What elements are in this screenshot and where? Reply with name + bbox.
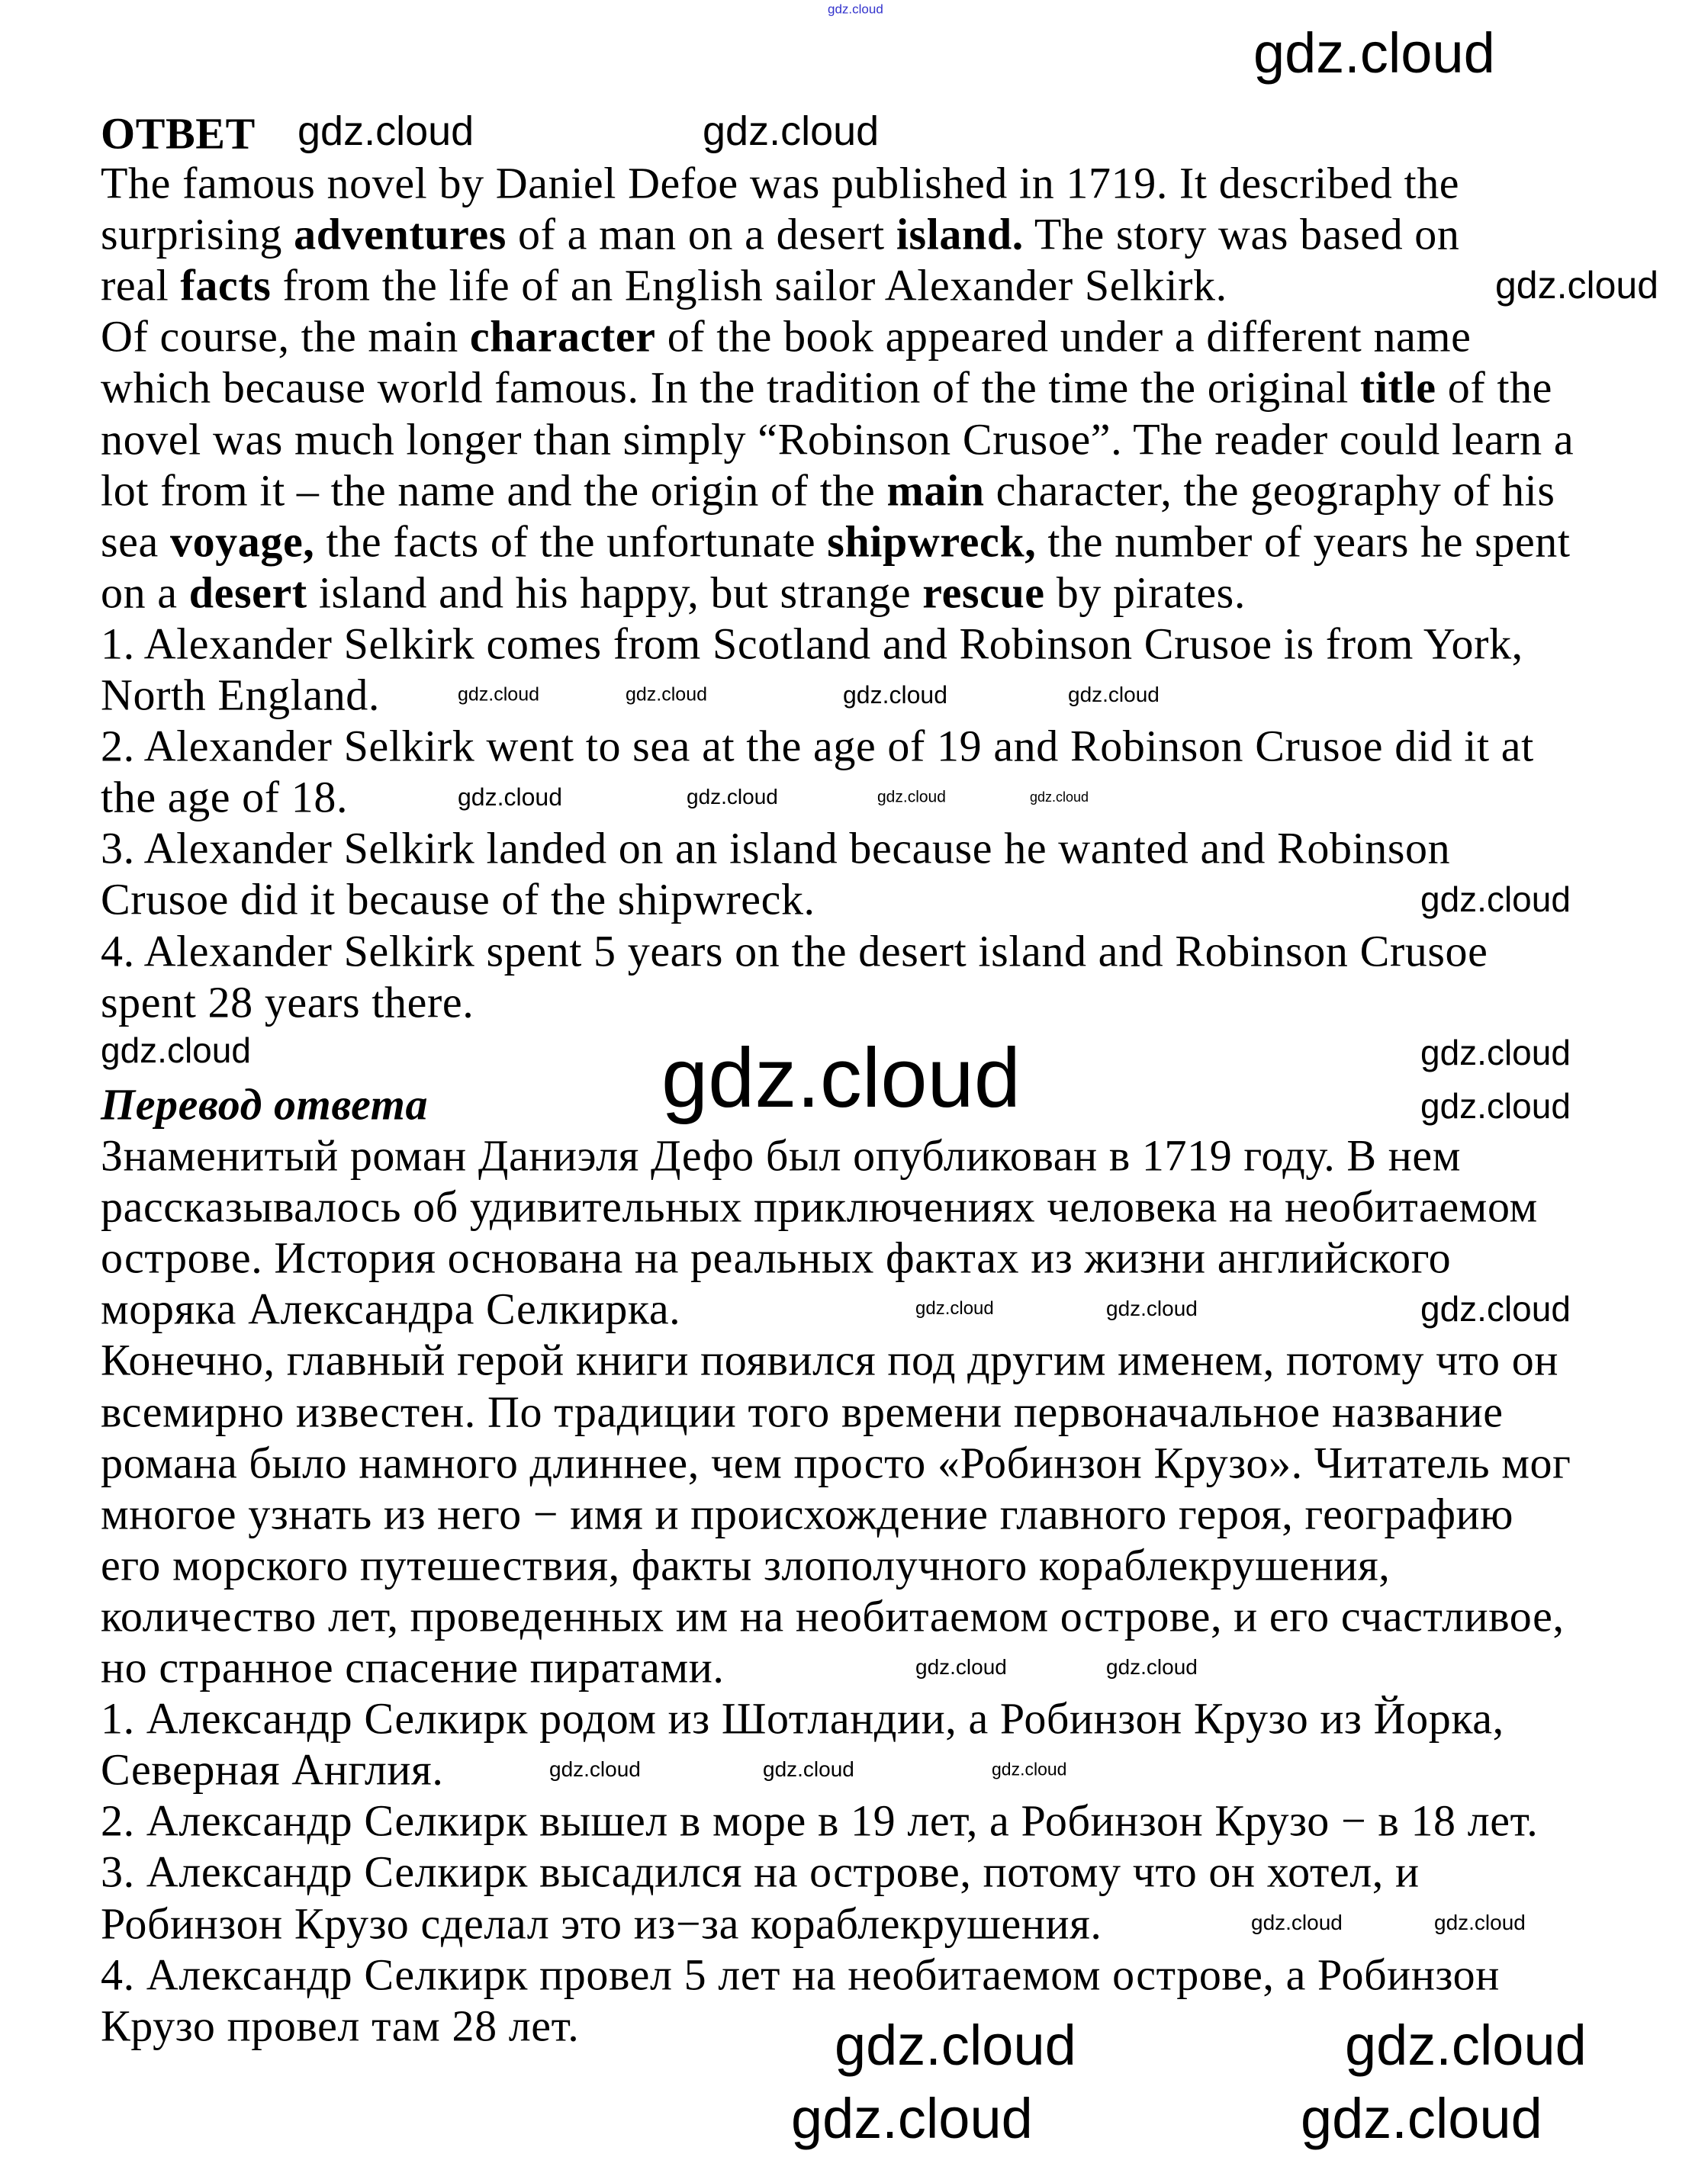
bold-keyword: main <box>886 465 985 516</box>
text-segment: 1. Александр Селкирк родом из Шотландии, а Робинзон Крузо из Йорка, <box>101 1693 1504 1744</box>
watermark: gdz.cloud <box>661 1031 1021 1125</box>
text-segment: его морского путешествия, факты злополучного кораблекрушения, <box>101 1540 1391 1590</box>
watermark: gdz.cloud <box>877 788 946 806</box>
text-segment: novel was much longer than simply “Robinson Crusoe”. The reader could learn a <box>101 414 1575 464</box>
text-segment: количество лет, проведенных им на необитаемом острове, и его счастливое, <box>101 1591 1565 1641</box>
text-line <box>101 618 1523 669</box>
watermark: gdz.cloud <box>915 1655 1007 1679</box>
watermark: gdz.cloud <box>1030 789 1089 805</box>
watermark: gdz.cloud <box>915 1298 994 1319</box>
text-segment: острове. История основана на реальных фактах из жизни английского <box>101 1233 1452 1283</box>
text-segment: всемирно известен. По традиции того времени первоначальное название <box>101 1387 1504 1436</box>
watermark: gdz.cloud <box>703 108 880 154</box>
watermark: gdz.cloud <box>828 2 883 17</box>
watermark: gdz.cloud <box>1420 879 1571 919</box>
bold-keyword: rescue <box>922 567 1045 618</box>
text-line <box>101 1386 1504 1437</box>
watermark: gdz.cloud <box>549 1757 641 1781</box>
text-segment: Крузо провел там 28 лет. <box>101 2001 580 2051</box>
watermark: gdz.cloud <box>1106 1297 1198 1320</box>
text-segment: by pirates. <box>1044 567 1246 618</box>
text-segment: 4. Александр Селкирк провел 5 лет на необитаемом острове, а Робинзон <box>101 1950 1500 2000</box>
bold-keyword: island. <box>896 209 1024 259</box>
translation-heading: Перевод ответа <box>101 1079 429 1130</box>
bold-keyword: facts <box>180 260 272 310</box>
text-line <box>101 772 348 823</box>
text-line <box>101 670 380 721</box>
text-line <box>101 1898 1102 1949</box>
text-line <box>101 823 1450 874</box>
text-segment: The story was based on <box>1023 209 1460 259</box>
text-segment: on a <box>101 567 189 618</box>
text-segment: which because world famous. In the tradition of the time the original <box>101 362 1361 413</box>
bold-keyword: adventures <box>294 209 507 259</box>
text-segment: Северная Англия. <box>101 1744 444 1795</box>
text-segment: Конечно, главный герой книги появился под другим именем, потому что он <box>101 1335 1558 1385</box>
text-segment: of the <box>1436 362 1553 413</box>
text-line <box>101 362 1552 413</box>
watermark: gdz.cloud <box>1106 1655 1198 1679</box>
watermark: gdz.cloud <box>298 108 474 154</box>
text-segment: Crusoe did it because of the shipwreck. <box>101 874 815 924</box>
watermark: gdz.cloud <box>101 1030 251 1070</box>
text-segment: 3. Alexander Selkirk landed on an island because he wanted and Robinson <box>101 823 1451 873</box>
text-line <box>101 1284 680 1335</box>
text-segment: 2. Alexander Selkirk went to sea at the age of 19 and Robinson Crusoe did it at <box>101 721 1534 771</box>
text-line <box>101 260 1227 311</box>
text-segment: Of course, the main <box>101 311 470 362</box>
text-line <box>101 567 1246 618</box>
bold-keyword: shipwreck, <box>827 516 1037 567</box>
watermark: gdz.cloud <box>1495 264 1659 307</box>
text-line <box>101 976 474 1027</box>
watermark: gdz.cloud <box>1301 2087 1542 2150</box>
text-line <box>101 1130 1461 1181</box>
text-line <box>101 1181 1538 1233</box>
text-line <box>101 1437 1571 1488</box>
text-line <box>101 1795 1538 1847</box>
watermark: gdz.cloud <box>1251 1911 1343 1934</box>
text-segment: романа было намного длиннее, чем просто «Робинзон Крузо». Читатель мог <box>101 1438 1571 1488</box>
text-segment: of the book appeared under a different name <box>655 311 1472 362</box>
text-segment: 2. Александр Селкирк вышел в море в 19 лет, а Робинзон Крузо − в 18 лет. <box>101 1795 1539 1846</box>
bold-keyword: voyage, <box>169 516 315 567</box>
watermark: gdz.cloud <box>1420 1289 1571 1329</box>
text-line <box>101 1744 443 1795</box>
text-line <box>101 1590 1565 1641</box>
text-segment: lot from it – the name and the origin of the <box>101 465 887 516</box>
text-line <box>101 311 1471 362</box>
text-line <box>101 1335 1558 1386</box>
watermark: gdz.cloud <box>458 683 540 706</box>
text-line <box>101 1949 1500 2000</box>
watermark: gdz.cloud <box>1253 21 1495 85</box>
text-segment: 4. Alexander Selkirk spent 5 years on the desert island and Robinson Crusoe <box>101 926 1488 976</box>
text-segment: моряка Александра Селкирка. <box>101 1284 681 1334</box>
watermark: gdz.cloud <box>458 783 562 811</box>
text-segment: island and his happy, but strange <box>307 567 923 618</box>
text-line <box>101 1693 1504 1744</box>
text-segment: 1. Alexander Selkirk comes from Scotland and Robinson Crusoe is from York, <box>101 619 1523 669</box>
text-segment: the age of 18. <box>101 772 349 822</box>
watermark: gdz.cloud <box>835 2014 1076 2077</box>
watermark: gdz.cloud <box>626 683 708 706</box>
text-segment: the facts of the unfortunate <box>314 516 828 567</box>
text-line <box>101 1642 725 1693</box>
answer-heading: ОТВЕТ <box>101 108 256 159</box>
text-line <box>101 1233 1451 1284</box>
text-segment: 3. Александр Селкирк высадился на острове, потому что он хотел, и <box>101 1847 1420 1897</box>
bold-keyword: character <box>469 311 656 362</box>
text-segment: character, the geography of his <box>984 465 1555 516</box>
text-segment: Робинзон Крузо сделал это из−за кораблекрушения. <box>101 1898 1102 1948</box>
bold-keyword: desert <box>188 567 307 618</box>
text-line <box>101 1539 1390 1590</box>
text-segment: The famous novel by Daniel Defoe was published in 1719. It described the <box>101 158 1460 208</box>
text-segment: sea <box>101 516 170 567</box>
watermark: gdz.cloud <box>1068 683 1160 706</box>
text-line <box>101 2000 579 2051</box>
text-line <box>101 158 1459 209</box>
text-segment: spent 28 years there. <box>101 977 474 1027</box>
watermark: gdz.cloud <box>992 1759 1067 1779</box>
text-line <box>101 925 1488 976</box>
watermark: gdz.cloud <box>791 2087 1033 2150</box>
text-segment: но странное спасение пиратами. <box>101 1642 725 1692</box>
text-line <box>101 721 1534 772</box>
watermark: gdz.cloud <box>1420 1086 1571 1126</box>
text-line <box>101 1847 1420 1898</box>
text-segment: the number of years he spent <box>1036 516 1571 567</box>
text-segment: from the life of an English sailor Alexander Selkirk. <box>271 260 1227 310</box>
text-line <box>101 413 1574 465</box>
text-segment: многое узнать из него − имя и происхождение главного героя, географию <box>101 1489 1514 1539</box>
text-segment: Знаменитый роман Даниэля Дефо был опубликован в 1719 году. В нем <box>101 1130 1462 1181</box>
text-line <box>101 874 815 925</box>
text-segment: real <box>101 260 181 310</box>
text-line <box>101 516 1571 567</box>
watermark: gdz.cloud <box>1420 1033 1571 1072</box>
text-line <box>101 209 1460 260</box>
watermark: gdz.cloud <box>1345 2014 1587 2077</box>
text-line <box>101 1488 1513 1539</box>
text-segment: of a man on a desert <box>506 209 896 259</box>
watermark: gdz.cloud <box>843 681 947 709</box>
text-segment: рассказывалось об удивительных приключениях человека на необитаемом <box>101 1181 1538 1232</box>
watermark: gdz.cloud <box>763 1757 854 1781</box>
bold-keyword: title <box>1360 362 1436 413</box>
watermark: gdz.cloud <box>1434 1911 1526 1934</box>
text-line <box>101 465 1555 516</box>
text-segment: North England. <box>101 670 381 720</box>
text-segment: surprising <box>101 209 294 259</box>
watermark: gdz.cloud <box>687 785 778 808</box>
